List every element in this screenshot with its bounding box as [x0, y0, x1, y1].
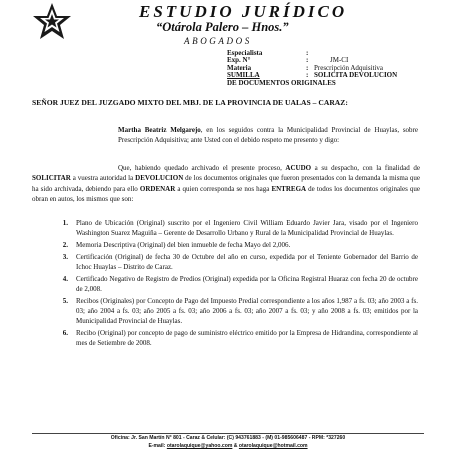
addressee: SEÑOR JUEZ DEL JUZGADO MIXTO DEL MBJ. DE LA PROVINCIA DE UALAS – CARAZ:: [32, 98, 348, 107]
email-link-hotmail[interactable]: otarolaquique@hotmail.com: [238, 443, 308, 449]
item-number: 3.: [62, 252, 68, 261]
footer-divider: [32, 433, 424, 434]
exp-label: Exp. N°: [227, 56, 251, 65]
body-text-b: a su despacho, con la finalidad de: [311, 164, 420, 172]
intro-text: , en los seguidos contra la Municipalidad Provincial de Huaylas, sobre Prescripción Adquisitiva; ante Usted con el debido respeto me presento y digo:: [118, 126, 418, 145]
item-number: 5.: [62, 296, 68, 305]
footer-office-contact: Oficina: Jr. San Martín N° 801 - Caraz & Celular: (C) 943761883 - (M) 01-985606487 - RPM: *327260: [110, 435, 346, 441]
body-text-d: de los documentos originales que fueron presentados con la demanda la misma que ha sido archivada, debiendo para ello: [32, 174, 420, 193]
item-text: Memoria Descriptiva (Original) del bien inmueble de fecha Mayo del 2,006.: [76, 241, 291, 249]
exp-value: JM-CI: [330, 56, 349, 65]
item-number: 2.: [62, 241, 68, 249]
item-number: 6.: [62, 329, 68, 337]
especialista-label: Especialista: [227, 49, 263, 57]
body-text-c: a vuestra autoridad la: [70, 174, 136, 183]
list-item: [32, 296, 418, 327]
documents-list: [32, 218, 418, 350]
email-separator: &: [232, 443, 239, 449]
keyword-solicitar: SOLICITAR: [32, 174, 71, 183]
item-number: 1.: [62, 219, 68, 227]
petitioner-name: Martha Beatriz Melgarejo: [118, 126, 201, 134]
body-text-e: a quien corresponda se nos haga: [175, 184, 272, 193]
request-paragraph: [32, 163, 420, 205]
item-number: 4.: [62, 274, 68, 283]
sumilla-label: SUMILLA: [227, 71, 260, 80]
item-text: Recibo (Original) por concepto de pago de suministro eléctrico emitido por la Empresa de Hidrandina, correspondiente al mes de Setiembre de 2008.: [76, 329, 418, 348]
firm-logo-star-icon: [31, 2, 73, 42]
separator: :: [306, 71, 309, 80]
list-item: [32, 240, 418, 250]
item-text: Plano de Ubicación (Original) suscrito por el Ingeniero Civil William Eduardo Javier Jara, visado por el Ingeniero Washington Suarez Maguiña – Gerente de Desarrollo Urbano y Rural de la Municipalidad Provincial de Huaylas.: [76, 219, 418, 238]
firm-name: ESTUDIO JURÍDICO: [139, 2, 348, 21]
list-item: [32, 252, 418, 273]
body-text-f: de todos los documentos originales que obran en autos, los mismos que son:: [32, 184, 421, 204]
separator: :: [306, 56, 309, 65]
intro-paragraph: [118, 125, 418, 146]
sumilla-value: SOLICITA DEVOLUCION: [314, 71, 398, 80]
keyword-acudo: ACUDO: [285, 164, 312, 172]
item-text: Certificado Negativo de Registro de Predios (Original) expedida por la Oficina Registral Huaraz con fecha 20 de octubre de 2,008.: [76, 274, 418, 293]
body-text-a: Que, habiendo quedado archivado el presente proceso,: [118, 164, 286, 172]
sumilla-continuation: DE DOCUMENTOS ORIGINALES: [227, 78, 336, 87]
list-item: [32, 274, 418, 295]
materia-label: Materia: [227, 63, 252, 72]
keyword-devolucion: DEVOLUCION: [135, 174, 184, 183]
keyword-ordenar: ORDENAR: [139, 184, 176, 193]
email-label: E-mail:: [148, 443, 166, 449]
firm-subtitle: “Otárola Palero – Hnos.”: [156, 20, 289, 34]
item-text: Recibos (Originales) por Concepto de Pago del Impuesto Predial correspondiente a los años 1,987 a fs. 03; año 2003 a fs. 03; año 2004 a fs. 03; año 2005 a fs. 03; año 2006 a fs. 03; año 2007 a fs. 03; y año 2008 a fs. 03; emitidos por la Municipalidad Provincial de Huaylas.: [76, 296, 418, 326]
case-reference-block: [227, 50, 397, 87]
reference-row-especialista: [227, 50, 397, 57]
list-item: [32, 218, 418, 239]
separator: :: [306, 49, 309, 57]
keyword-entrega: ENTREGA: [271, 184, 307, 193]
email-link-yahoo[interactable]: otarolaquique@yahoo.com: [166, 443, 233, 449]
materia-value: Prescripción Adquisitiva: [314, 63, 384, 72]
separator: :: [306, 63, 309, 72]
list-item: [32, 328, 418, 349]
footer-emails: [32, 443, 424, 449]
item-text: Certificación (Original) de fecha 30 de Octubre del año en curso, expedida por el Teniente Gobernador del Barrio de Ichoc Huaylas – Distrito de Caraz.: [76, 252, 418, 271]
firm-role: ABOGADOS: [184, 36, 252, 46]
